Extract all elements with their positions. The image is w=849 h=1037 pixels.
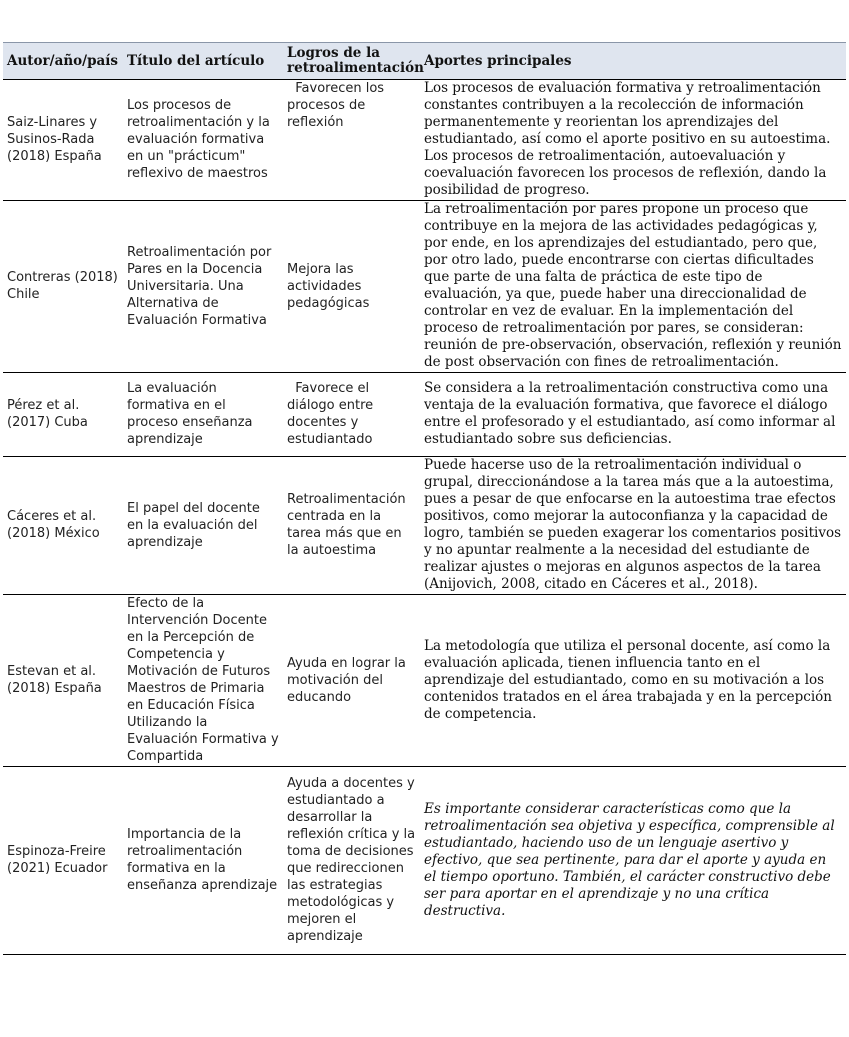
cell-author: Cáceres et al. (2018) México [3,457,123,595]
cell-author: Pérez et al. (2017) Cuba [3,373,123,457]
cell-achievement: Retroalimentación centrada en la tarea más que en la autoestima [283,457,420,595]
cell-author: Saiz-Linares y Susinos-Rada (2018) España [3,80,123,201]
cell-title: La evaluación formativa en el proceso enseñanza aprendizaje [123,373,283,457]
table-row [3,373,846,457]
table-row [3,201,846,373]
cell-contribution: Los procesos de evaluación formativa y retroalimentación constantes contribuyen a la recolección de información permanentemente y reorientan los aprendizajes del estudiantado, así como el aporte positivo en su autoestima. Los procesos de retroalimentación, autoevaluación y coevaluación favorecen los procesos de reflexión, dando la posibilidad de progreso. [420,80,846,201]
cell-achievement: Ayuda en lograr la motivación del educando [283,595,420,767]
literature-review-table [3,42,846,955]
cell-title: Importancia de la retroalimentación formativa en la enseñanza aprendizaje [123,767,283,955]
cell-title: Retroalimentación por Pares en la Docencia Universitaria. Una Alternativa de Evaluación Formativa [123,201,283,373]
table-header [3,43,846,80]
cell-achievement: Ayuda a docentes y estudiantado a desarrollar la reflexión crítica y la toma de decisiones que redireccionen las estrategias metodológicas y mejoren el aprendizaje [283,767,420,955]
header-row [3,43,846,80]
header-main-contributions: Aportes principales [420,43,846,80]
cell-contribution: Puede hacerse uso de la retroalimentación individual o grupal, direccionándose a la tarea más que a la autoestima, pues a pesar de que enfocarse en la autoestima trae efectos positivos, como mejorar la autoconfianza y la capacidad de logro, también se pueden exagerar los comentarios positivos y no apuntar realmente a la necesidad del estudiante de realizar ajustes o mejoras en algunos aspectos de la tarea (Anijovich, 2008, citado en Cáceres et al., 2018). [420,457,846,595]
cell-contribution: Es importante considerar características como que la retroalimentación sea objetiva y específica, comprensible al estudiantado, haciendo uso de un lenguaje asertivo y efectivo, que sea pertinente, para dar el aporte y ayuda en el tiempo oportuno. También, el carácter constructivo debe ser para aportar en el aprendizaje y no una crítica destructiva. [420,767,846,955]
table-row [3,457,846,595]
cell-achievement: Mejora las actividades pedagógicas [283,201,420,373]
cell-title: Efecto de la Intervención Docente en la Percepción de Competencia y Motivación de Futuros Maestros de Primaria en Educación Física Utilizando la Evaluación Formativa y Compartida [123,595,283,767]
cell-title: El papel del docente en la evaluación del aprendizaje [123,457,283,595]
header-feedback-achievements: Logros de la retroalimentación [283,43,420,80]
header-author-year-country: Autor/año/país [3,43,123,80]
cell-author: Estevan et al. (2018) España [3,595,123,767]
cell-contribution: Se considera a la retroalimentación constructiva como una ventaja de la evaluación formativa, que favorece el diálogo entre el profesorado y el estudiantado, así como informar al estudiantado sobre sus deficiencias. [420,373,846,457]
header-article-title: Título del artículo [123,43,283,80]
cell-author: Contreras (2018) Chile [3,201,123,373]
table-row [3,80,846,201]
cell-achievement: Favorece el diálogo entre docentes y estudiantado [283,373,420,457]
cell-contribution: La retroalimentación por pares propone un proceso que contribuye en la mejora de las actividades pedagógicas y, por ende, en los aprendizajes del estudiantado, pero que, por otro lado, puede encontrarse con ciertas dificultades que parte de una falta de práctica de este tipo de evaluación, ya que, puede haber una direccionalidad de controlar en vez de evaluar. En la implementación del proceso de retroalimentación por pares, se consideran: reunión de pre-observación, observación, reflexión y reunión de post observación con fines de retroalimentación. [420,201,846,373]
table-row [3,595,846,767]
cell-contribution: La metodología que utiliza el personal docente, así como la evaluación aplicada, tienen influencia tanto en el aprendizaje del estudiantado, como en su motivación a los contenidos tratados en el área trabajada y en la percepción de competencia. [420,595,846,767]
table-row [3,767,846,955]
cell-title: Los procesos de retroalimentación y la evaluación formativa en un "prácticum" reflexivo de maestros [123,80,283,201]
table-body [3,80,846,955]
cell-achievement: Favorecen los procesos de reflexión [283,80,420,201]
cell-author: Espinoza-Freire (2021) Ecuador [3,767,123,955]
